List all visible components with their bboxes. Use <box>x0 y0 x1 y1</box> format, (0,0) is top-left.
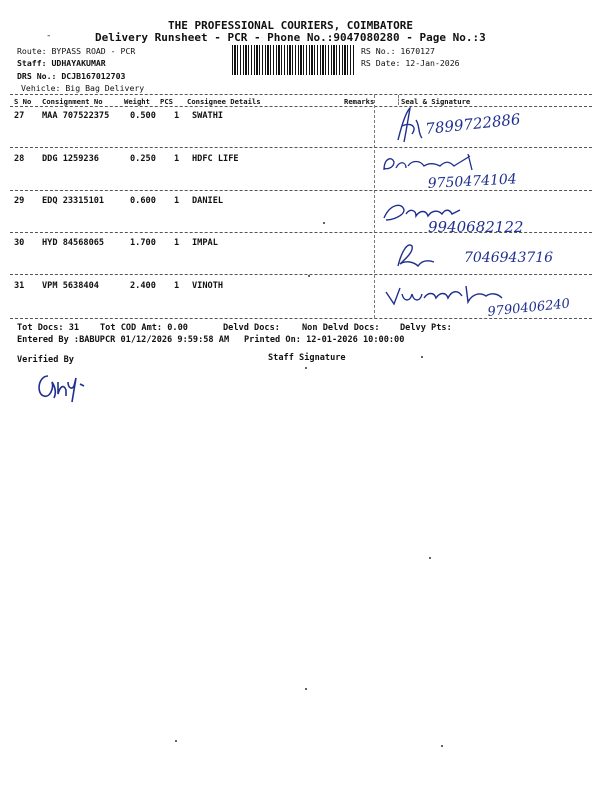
row-weight: 0.600 <box>130 196 156 206</box>
verified-by-label: Verified By <box>17 355 74 365</box>
company-title: THE PROFESSIONAL COURIERS, COIMBATORE <box>168 19 414 32</box>
table-top-rule <box>10 94 592 95</box>
row-sno: 31 <box>14 281 25 291</box>
total-cod-amount: Tot COD Amt: 0.00 <box>100 323 188 333</box>
delivered-docs: Delvd Docs: <box>223 323 280 333</box>
rs-number: RS No.: 1670127 <box>361 46 435 56</box>
row-consignment: MAA 707522375 <box>42 111 110 121</box>
row-consignee: SWATHI <box>192 111 224 121</box>
col-weight: Weight <box>124 97 150 106</box>
remarks-separator <box>374 95 375 318</box>
dash-mark: - <box>46 31 52 41</box>
row-weight: 0.500 <box>130 111 156 121</box>
col-pcs: PCS <box>160 97 173 106</box>
signature-row-28 <box>380 148 550 192</box>
scan-speck <box>441 745 443 747</box>
row-sno: 29 <box>14 196 25 206</box>
row-weight: 2.400 <box>130 281 156 291</box>
signature-phone-30: 7046943716 <box>464 250 554 266</box>
vehicle-label: Vehicle: Big Bag Delivery <box>21 83 145 93</box>
signature-phone-31: 9790406240 <box>486 296 571 320</box>
signature-phone-29: 9940682122 <box>428 218 524 236</box>
total-docs: Tot Docs: 31 <box>17 323 80 333</box>
col-consignment: Consignment No <box>42 97 103 106</box>
row-sno: 27 <box>14 111 25 121</box>
row-weight: 1.700 <box>130 238 156 248</box>
scan-speck <box>305 367 307 369</box>
row-pcs: 1 <box>174 281 180 291</box>
scan-speck <box>175 740 177 742</box>
scan-speck <box>305 688 307 690</box>
scan-speck <box>429 557 431 559</box>
entered-by: Entered By :BABUPCR 01/12/2026 9:59:58 AM <box>17 335 230 345</box>
col-seal: Seal & Signature <box>401 97 471 106</box>
col-remarks: Remarks <box>344 97 375 106</box>
signature-row-30 <box>394 236 574 276</box>
drs-number: DRS No.: DCJB167012703 <box>17 71 126 81</box>
delivery-points: Delvy Pts: <box>400 323 452 333</box>
row-consignment: VPM 5638404 <box>42 281 99 291</box>
non-delivered-docs: Non Delvd Docs: <box>302 323 380 333</box>
row-sno: 28 <box>14 154 25 164</box>
row-consignment: DDG 1259236 <box>42 154 99 164</box>
signature-phone-28: 9750474104 <box>427 171 518 192</box>
col-sno: S No <box>14 97 32 106</box>
row-consignee: IMPAL <box>192 238 218 248</box>
barcode-image <box>232 45 354 75</box>
row-weight: 0.250 <box>130 154 156 164</box>
row-consignment: HYD 84568065 <box>42 238 105 248</box>
row-consignee: DANIEL <box>192 196 224 206</box>
row-pcs: 1 <box>174 196 180 206</box>
printed-on: Printed On: 12-01-2026 10:00:00 <box>244 335 405 345</box>
row-consignee: VINOTH <box>192 281 224 291</box>
row-pcs: 1 <box>174 111 180 121</box>
signature-row-27 <box>392 104 542 148</box>
signature-row-29 <box>380 194 560 236</box>
runsheet-title: Delivery Runsheet - PCR - Phone No.:9047080280 - Page No.:3 <box>95 31 486 44</box>
col-consignee: Consignee Details <box>187 97 261 106</box>
staff-label: Staff: UDHAYAKUMAR <box>17 58 106 68</box>
signature-row-31 <box>382 278 592 326</box>
scan-speck <box>323 222 325 224</box>
row-pcs: 1 <box>174 238 180 248</box>
rs-date: RS Date: 12-Jan-2026 <box>361 58 460 68</box>
row-consignment: EDQ 23315101 <box>42 196 105 206</box>
row-pcs: 1 <box>174 154 180 164</box>
row-sno: 30 <box>14 238 25 248</box>
scan-speck <box>421 356 423 358</box>
scan-speck <box>308 275 310 277</box>
signature-phone-27: 7899722886 <box>424 110 522 138</box>
staff-signature-label: Staff Signature <box>268 353 346 363</box>
route-label: Route: BYPASS ROAD - PCR <box>17 46 136 56</box>
row-consignee: HDFC LIFE <box>192 154 239 164</box>
verifier-signature <box>34 368 94 404</box>
